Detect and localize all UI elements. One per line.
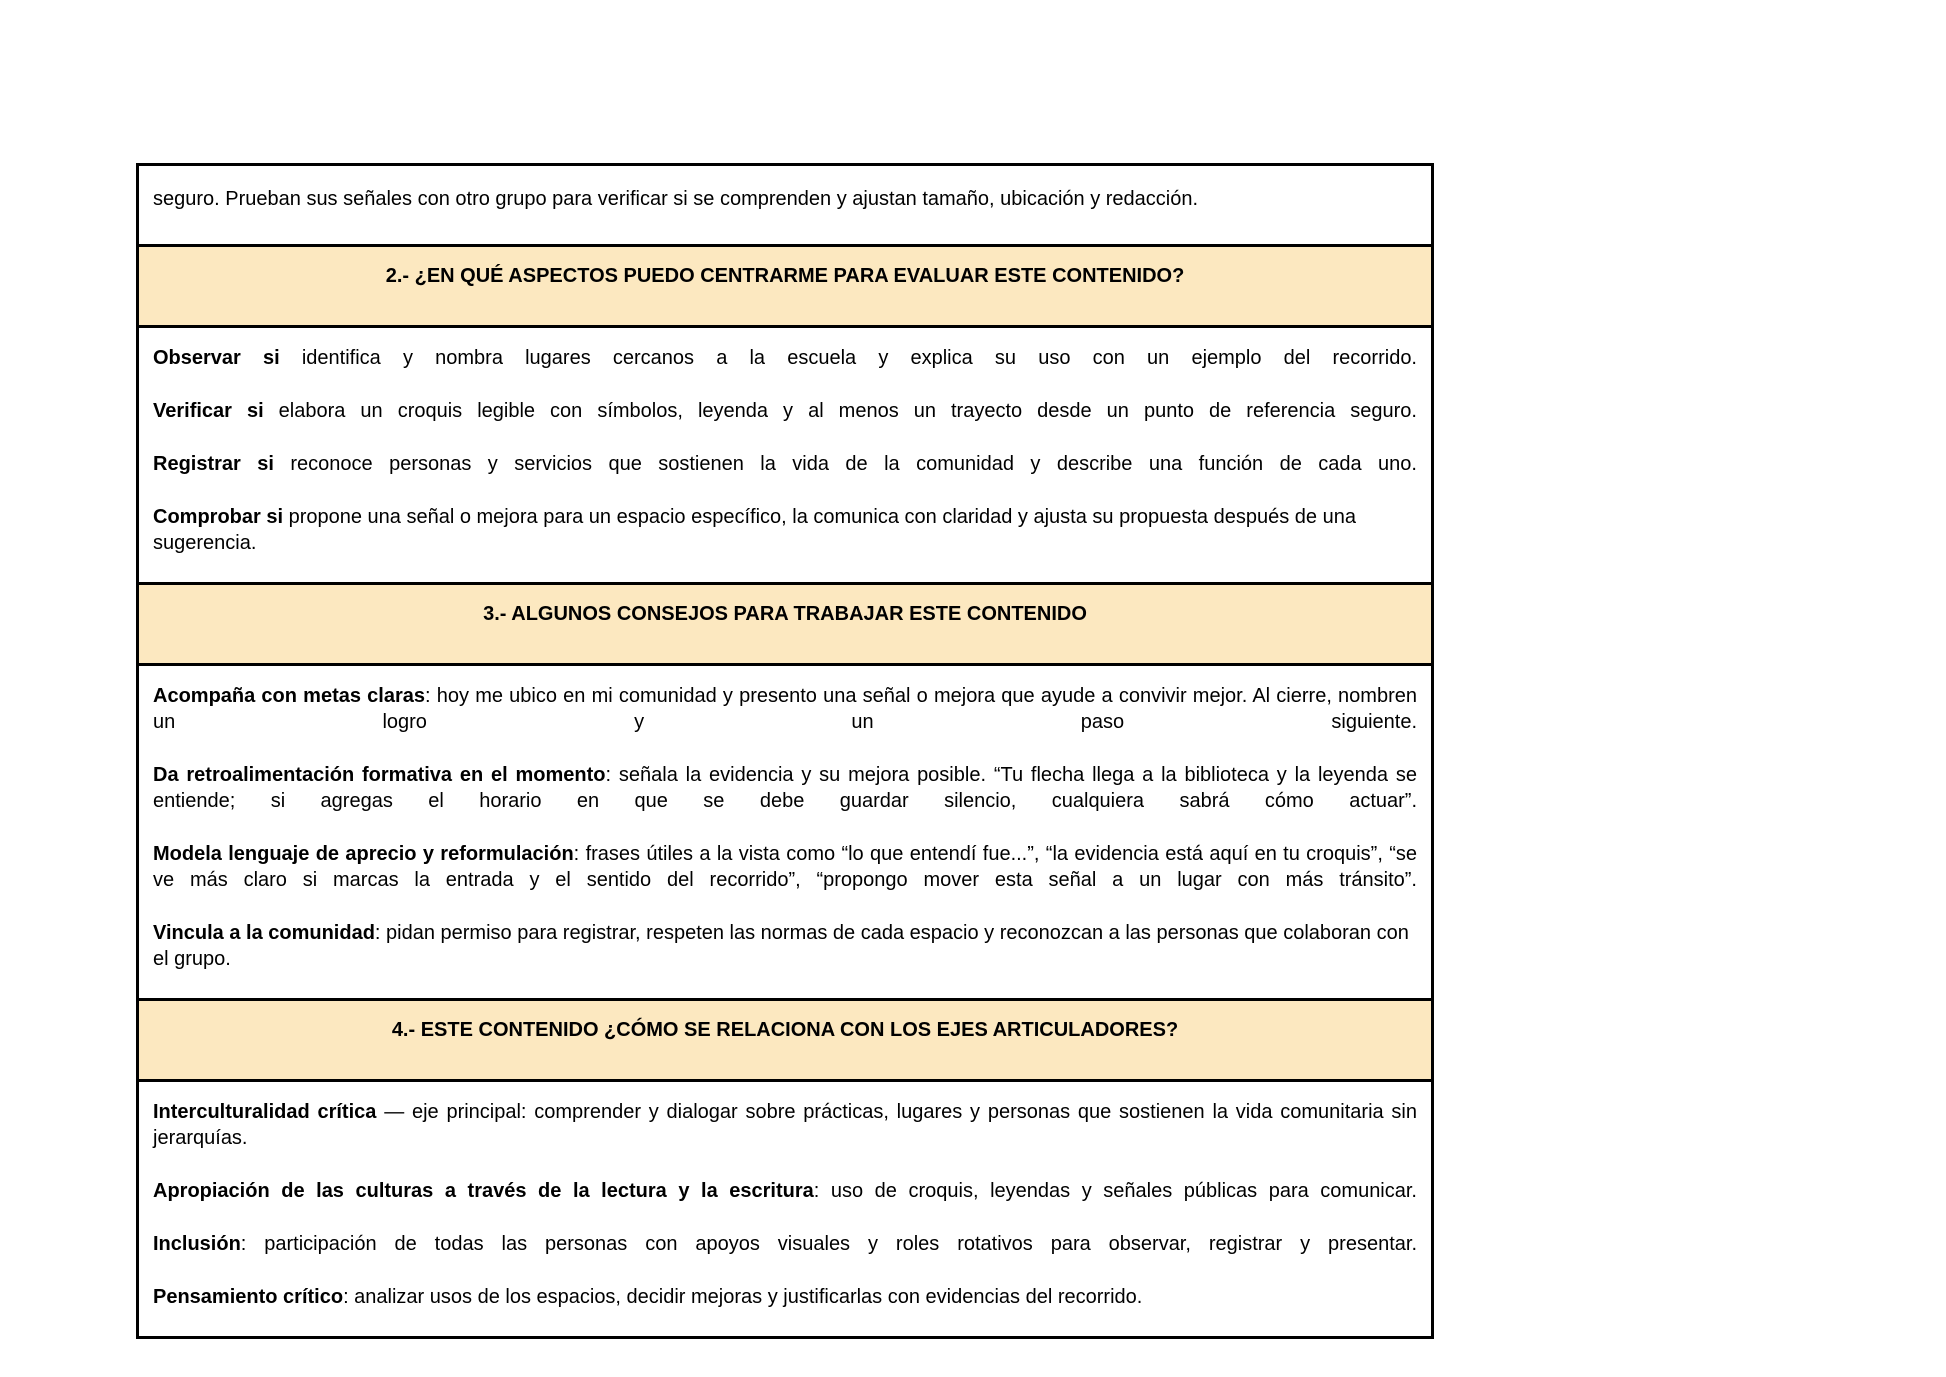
paragraph-lead: Apropiación de las culturas a través de la lectura y la escritura [153, 1180, 814, 1202]
paragraph-inclusion [153, 1231, 1417, 1257]
paragraph-retroalimentacion [153, 762, 1417, 814]
paragraph-lead: Pensamiento crítico [153, 1286, 344, 1308]
paragraph-lead: Da retroalimentación formativa en el momento [153, 764, 606, 786]
paragraph-comprobar [153, 504, 1417, 556]
row-teaching-tips [139, 663, 1431, 998]
paragraph-text: : señala la evidencia y su mejora posible. “Tu flecha llega a la biblioteca y la leyenda se entiende; si agregas el horario en que se debe guardar silencio, cualquiera sabrá cómo actuar”. [153, 764, 1417, 812]
paragraph-lead: Acompaña con metas claras [153, 685, 426, 707]
paragraph-text: elabora un croquis legible con símbolos, leyenda y al menos un trayecto desde un punto de referencia seguro. [263, 400, 1417, 422]
paragraph-text: : pidan permiso para registrar, respeten las normas de cada espacio y reconozcan a las personas que colaboran con el grupo. [153, 922, 1409, 970]
paragraph-pensamiento [153, 1284, 1417, 1310]
paragraph-lead: Vincula a la comunidad [153, 922, 375, 944]
paragraph-registrar [153, 451, 1417, 477]
row-articulating-axes [139, 1079, 1431, 1336]
continuation-text: seguro. Prueban sus señales con otro grupo para verificar si se comprenden y ajustan tamaño, ubicación y redacción. [153, 188, 1199, 210]
paragraph-text: — eje principal: comprender y dialogar sobre prácticas, lugares y personas que sostienen la vida comunitaria sin jerarquías. [153, 1101, 1418, 1149]
row-section2-header [139, 244, 1431, 325]
section2-title: 2.- ¿EN QUÉ ASPECTOS PUEDO CENTRARME PARA EVALUAR ESTE CONTENIDO? [385, 265, 1185, 287]
paragraph-lead: Registrar si [153, 453, 274, 475]
paragraph-acompana [153, 683, 1417, 735]
paragraph-lead: Modela lenguaje de aprecio y reformulación [153, 843, 574, 865]
section4-title: 4.- ESTE CONTENIDO ¿CÓMO SE RELACIONA CON LOS EJES ARTICULADORES? [391, 1019, 1179, 1041]
paragraph-verificar [153, 398, 1417, 424]
paragraph-text: : hoy me ubico en mi comunidad y presento una señal o mejora que ayude a convivir mejor. Al cierre, nombren un logro y un paso siguiente. [153, 685, 1417, 733]
paragraph-text: : uso de croquis, leyendas y señales públicas para comunicar. [813, 1180, 1417, 1202]
paragraph-lead: Observar si [153, 347, 280, 369]
row-evaluation-criteria [139, 325, 1431, 582]
content-table [136, 163, 1434, 1339]
paragraph-text: identifica y nombra lugares cercanos a la escuela y explica su uso con un ejemplo del recorrido. [279, 347, 1417, 369]
paragraph-text: : frases útiles a la vista como “lo que entendí fue...”, “la evidencia está aquí en tu croquis”, “se ve más claro si marcas la entrada y el sentido del recorrido”, “propongo mover esta señal a un lugar con más tránsito”. [153, 843, 1417, 891]
paragraph-text: propone una señal o mejora para un espacio específico, la comunica con claridad y ajusta su propuesta después de una sugerencia. [153, 506, 1356, 554]
row-continuation-text [139, 166, 1431, 244]
paragraph-modela [153, 841, 1417, 893]
paragraph-vincula [153, 920, 1417, 972]
row-section3-header [139, 582, 1431, 663]
paragraph-lead: Comprobar si [153, 506, 284, 528]
paragraph-text: : participación de todas las personas con apoyos visuales y roles rotativos para observar, registrar y presentar. [240, 1233, 1417, 1255]
paragraph-apropiacion [153, 1178, 1417, 1204]
section3-title: 3.- ALGUNOS CONSEJOS PARA TRABAJAR ESTE CONTENIDO [483, 603, 1087, 625]
paragraph-text: : analizar usos de los espacios, decidir mejoras y justificarlas con evidencias del recorrido. [343, 1286, 1143, 1308]
row-section4-header [139, 998, 1431, 1079]
paragraph-text: reconoce personas y servicios que sostienen la vida de la comunidad y describe una función de cada uno. [273, 453, 1417, 475]
paragraph-observar [153, 345, 1417, 371]
paragraph-lead: Interculturalidad crítica [153, 1101, 377, 1123]
paragraph-lead: Verificar si [153, 400, 264, 422]
paragraph-interculturalidad [153, 1099, 1417, 1151]
paragraph-lead: Inclusión [153, 1233, 241, 1255]
